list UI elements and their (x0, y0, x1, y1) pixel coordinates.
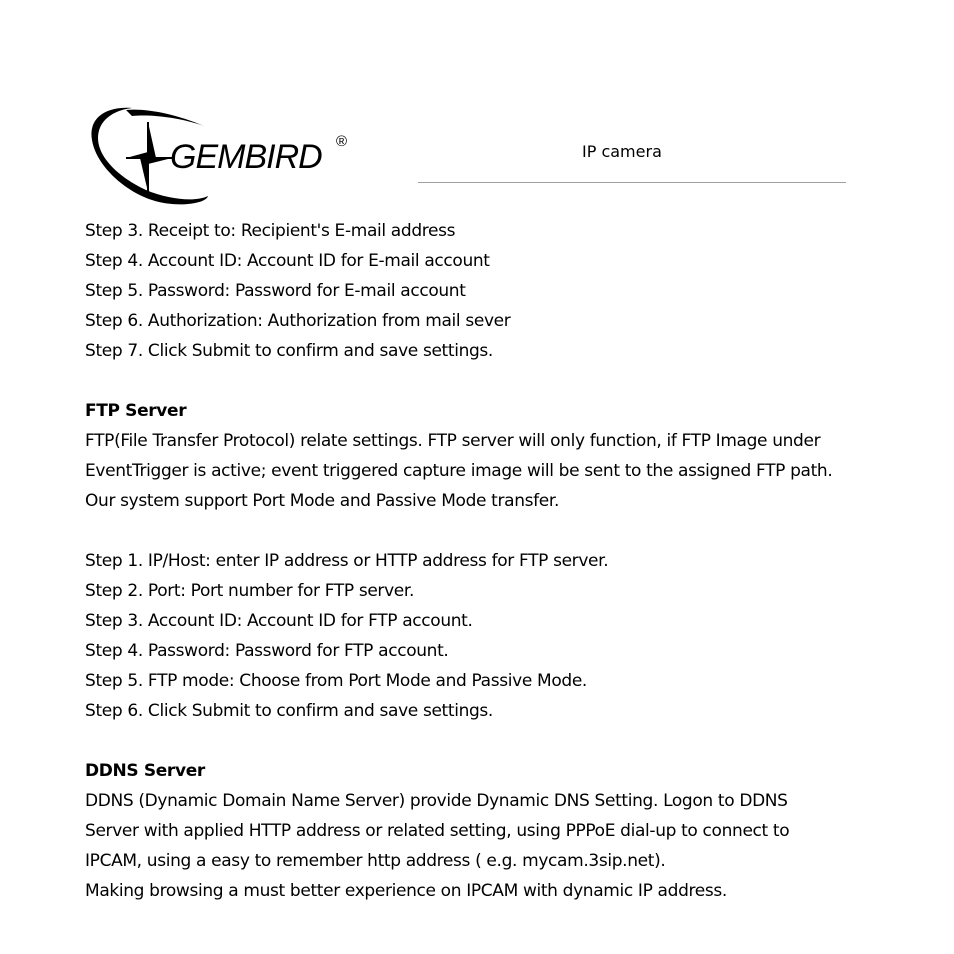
ddns-description-line: Server with applied HTTP address or related setting, using PPPoE dial-up to connect to (85, 821, 790, 841)
ddns-heading: DDNS Server (85, 761, 205, 781)
gembird-logo-mark (86, 104, 358, 210)
ftp-description-line: FTP(File Transfer Protocol) relate settings. FTP server will only function, if FTP Image under (85, 431, 821, 451)
ftp-step: Step 1. IP/Host: enter IP address or HTTP address for FTP server. (85, 551, 609, 571)
document-header-label: IP camera (582, 142, 662, 161)
header-divider (418, 182, 846, 183)
spacer (85, 726, 905, 756)
spacer (85, 366, 905, 396)
ftp-step: Step 3. Account ID: Account ID for FTP account. (85, 611, 473, 631)
ddns-section (85, 756, 905, 906)
ftp-description-line: EventTrigger is active; event triggered capture image will be sent to the assigned FTP path. (85, 461, 833, 481)
email-step: Step 6. Authorization: Authorization from mail sever (85, 311, 511, 331)
ftp-step: Step 5. FTP mode: Choose from Port Mode and Passive Mode. (85, 671, 587, 691)
ddns-description-line: Making browsing a must better experience on IPCAM with dynamic IP address. (85, 881, 727, 901)
svg-text:®: ® (336, 133, 348, 150)
email-step: Step 3. Receipt to: Recipient's E-mail address (85, 221, 456, 241)
spacer (85, 516, 905, 546)
email-step: Step 7. Click Submit to confirm and save settings. (85, 341, 493, 361)
ddns-description-line: IPCAM, using a easy to remember http address ( e.g. mycam.3sip.net). (85, 851, 666, 871)
ftp-step: Step 2. Port: Port number for FTP server. (85, 581, 415, 601)
email-step: Step 4. Account ID: Account ID for E-mail account (85, 251, 490, 271)
document-body (85, 216, 905, 906)
svg-text:GEMBIRD: GEMBIRD (170, 138, 322, 176)
ddns-description-line: DDNS (Dynamic Domain Name Server) provide Dynamic DNS Setting. Logon to DDNS (85, 791, 788, 811)
ftp-section (85, 396, 905, 726)
ftp-heading: FTP Server (85, 401, 187, 421)
ftp-step: Step 4. Password: Password for FTP account. (85, 641, 449, 661)
ftp-description-line: Our system support Port Mode and Passive Mode transfer. (85, 491, 560, 511)
gembird-logo (86, 104, 358, 210)
ftp-step: Step 6. Click Submit to confirm and save settings. (85, 701, 493, 721)
email-steps-list (85, 216, 905, 366)
email-step: Step 5. Password: Password for E-mail account (85, 281, 466, 301)
